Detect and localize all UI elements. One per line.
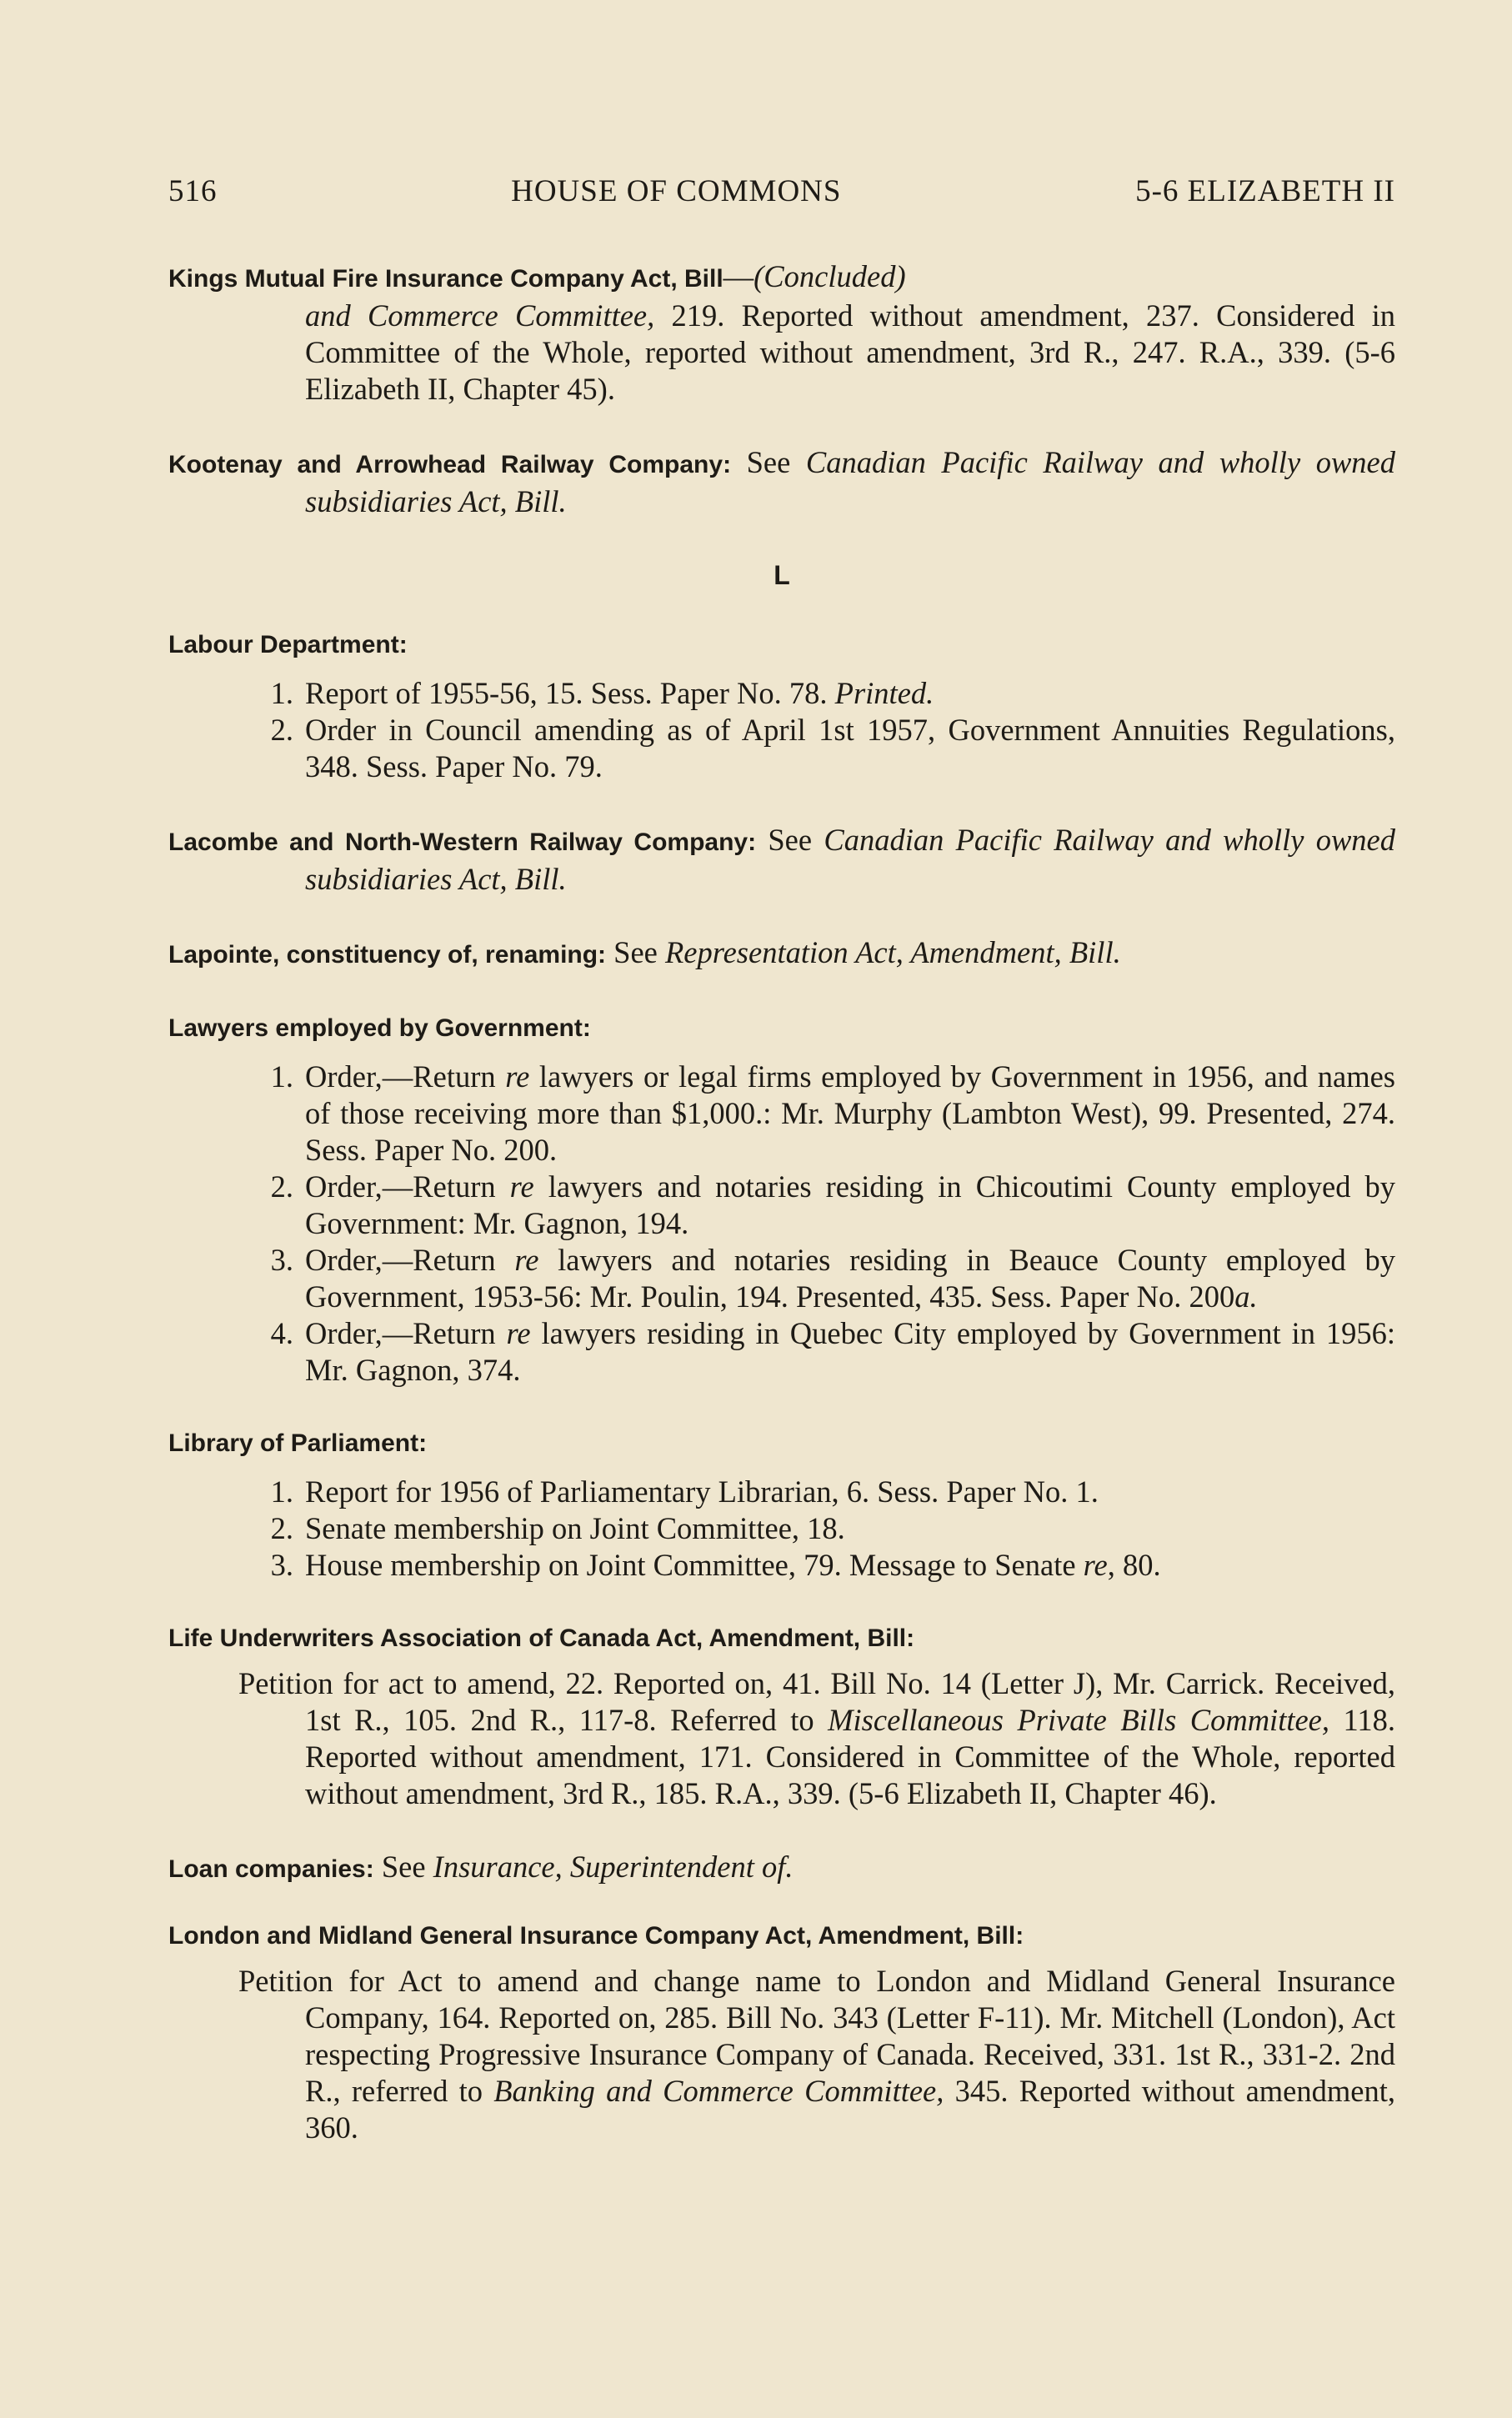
list-item [168, 675, 1395, 712]
concluded-label: (Concluded) [753, 259, 906, 293]
entry-heading: Kootenay and Arrowhead Railway Company: [168, 451, 732, 478]
entry-kings-mutual [168, 258, 1395, 408]
see-label: See [606, 935, 665, 969]
section-letter: L [774, 560, 790, 590]
item-number: 2. [270, 1511, 293, 1545]
italic-note: Printed. [834, 676, 934, 710]
entry-text: 118. Reported without amendment, 171. Considered in Committee of the Whole, reported without amendment, 3rd R., 185. R.A., 339. (5-6 Elizabeth II, Chapter 46). [305, 1703, 1395, 1810]
item-list [168, 1474, 1395, 1584]
item-list [168, 1059, 1395, 1389]
entry-heading: London and Midland General Insurance Company Act, Amendment, Bill: [168, 1922, 1024, 1950]
list-item [168, 1242, 1395, 1315]
list-item [168, 1510, 1395, 1547]
entry-labour-department [168, 627, 1395, 785]
item-text-pre: Order,—Return [305, 1243, 515, 1277]
item-text [305, 675, 1395, 712]
entry-heading: Loan companies: [168, 1855, 374, 1883]
index-content [168, 258, 1395, 2183]
list-item [168, 1474, 1395, 1510]
item-number: 2. [270, 713, 293, 747]
item-text-post: lawyers residing in Quebec City employed by Government in 1956: Mr. Gagnon, 374. [305, 1316, 1395, 1387]
cross-reference: Canadian Pacific Railway and wholly owned subsidiaries Act, Bill. [305, 445, 1395, 518]
item-text-body: Report of 1955-56, 15. Sess. Paper No. 78. [305, 676, 835, 710]
item-text: Senate membership on Joint Committee, 18. [305, 1511, 845, 1545]
re-word: re [509, 1169, 534, 1204]
page-number: 516 [168, 174, 218, 208]
item-number: 1. [270, 676, 293, 710]
entry-heading: Lapointe, constituency of, renaming: [168, 941, 607, 969]
item-text-pre: Order,—Return [305, 1169, 510, 1204]
re-word: re [514, 1243, 539, 1277]
item-text-post: , 80. [1107, 1548, 1161, 1582]
item-text: Report for 1956 of Parliamentary Librarian, 6. Sess. Paper No. 1. [305, 1474, 1099, 1509]
item-text-body: House membership on Joint Committee, 79. Message to Senate [305, 1548, 1084, 1582]
session-label: 5-6 ELIZABETH II [1135, 174, 1395, 208]
item-text [305, 1547, 1395, 1584]
list-item [168, 712, 1395, 785]
item-number: 3. [270, 1548, 293, 1582]
entry-text: 219. Reported without amendment, 237. Considered in Committee of the Whole, reported without amendment, 3rd R., 247. R.A., 339. (5-6 Elizabeth II, Chapter 45). [305, 298, 1395, 406]
item-text [305, 1169, 1395, 1242]
item-number: 2. [270, 1169, 293, 1204]
entry-lacombe [168, 822, 1395, 898]
list-item [168, 1169, 1395, 1242]
entry-lapointe [168, 934, 1395, 974]
italic-ref: Banking and Commerce Committee, [493, 2074, 944, 2108]
italic-ref: Miscellaneous Private Bills Committee, [828, 1703, 1329, 1737]
re-word: re [505, 1059, 530, 1094]
entry-heading: Kings Mutual Fire Insurance Company Act, Bill [168, 265, 723, 293]
entry-loan-companies [168, 1849, 1395, 1888]
list-item [168, 1059, 1395, 1169]
entry-heading: Lawyers employed by Government: [168, 1014, 591, 1042]
entry-kootenay [168, 444, 1395, 520]
item-text [305, 1059, 1395, 1169]
item-text [305, 1315, 1395, 1389]
entry-body [168, 1963, 1395, 2146]
item-number: 1. [270, 1059, 293, 1094]
item-number: 3. [270, 1243, 293, 1277]
entry-heading: Lacombe and North-Western Railway Company: [168, 829, 757, 856]
dash: — [723, 259, 754, 293]
entry-body [168, 1665, 1395, 1812]
cross-reference: Canadian Pacific Railway and wholly owned subsidiaries Act, Bill. [305, 823, 1395, 896]
entry-life-underwriters [168, 1620, 1395, 1812]
entry-heading: Library of Parliament: [168, 1429, 428, 1457]
cross-reference: Representation Act, Amendment, Bill. [665, 935, 1121, 969]
entry-heading: Life Underwriters Association of Canada Act, Amendment, Bill: [168, 1625, 915, 1652]
running-title: HOUSE OF COMMONS [511, 174, 842, 208]
entry-text: Petition for Act to amend and change name to London and Midland General Insurance Company, 164. Reported on, 285. Bill No. 343 (Letter F-11). Mr. Mitchell (London), Act respecting Progressive Insurance Company of Canada. Received, 331. 1st R., 331-2. 2nd R., referred to [238, 1964, 1395, 2108]
paper-suffix: a. [1234, 1279, 1258, 1314]
item-text-pre: Order,—Return [305, 1316, 507, 1350]
italic-ref: and Commerce Committee, [305, 298, 655, 333]
item-text: Order in Council amending as of April 1st 1957, Government Annuities Regulations, 348. Sess. Paper No. 79. [305, 713, 1395, 783]
see-label: See [731, 445, 806, 479]
see-label: See [756, 823, 824, 857]
item-number: 1. [270, 1474, 293, 1509]
cross-reference: Insurance, Superintendent of. [433, 1850, 794, 1884]
entry-body [168, 298, 1395, 408]
item-text-pre: Order,—Return [305, 1059, 506, 1094]
re-word: re [1083, 1548, 1108, 1582]
see-label: See [373, 1850, 433, 1884]
entry-london-midland [168, 1918, 1395, 2146]
item-list [168, 675, 1395, 785]
list-item [168, 1315, 1395, 1389]
running-header [168, 173, 1395, 209]
entry-lawyers [168, 1010, 1395, 1389]
item-text-post: lawyers and notaries residing in Chicoutimi County employed by Government: Mr. Gagnon, 194. [305, 1169, 1396, 1240]
entry-text: Petition for act to amend, 22. Reported on, 41. Bill No. 14 (Letter J), Mr. Carrick. Received, 1st R., 105. 2nd R., 117-8. Referred to [238, 1666, 1395, 1737]
item-text [305, 1242, 1395, 1315]
re-word: re [506, 1316, 531, 1350]
entry-heading: Labour Department: [168, 631, 408, 658]
list-item [168, 1547, 1395, 1584]
entry-library [168, 1425, 1395, 1584]
item-text-post: lawyers or legal firms employed by Government in 1956, and names of those receiving more than $1,000.: Mr. Murphy (Lambton West), 99. Presented, 274. Sess. Paper No. 200. [305, 1059, 1395, 1167]
item-number: 4. [270, 1316, 293, 1350]
item-text-post: lawyers and notaries residing in Beauce County employed by Government, 1953-56: Mr. Poulin, 194. Presented, 435. Sess. Paper No. 200 [305, 1243, 1395, 1314]
entry-text: 345. Reported without amendment, 360. [305, 2074, 1395, 2145]
